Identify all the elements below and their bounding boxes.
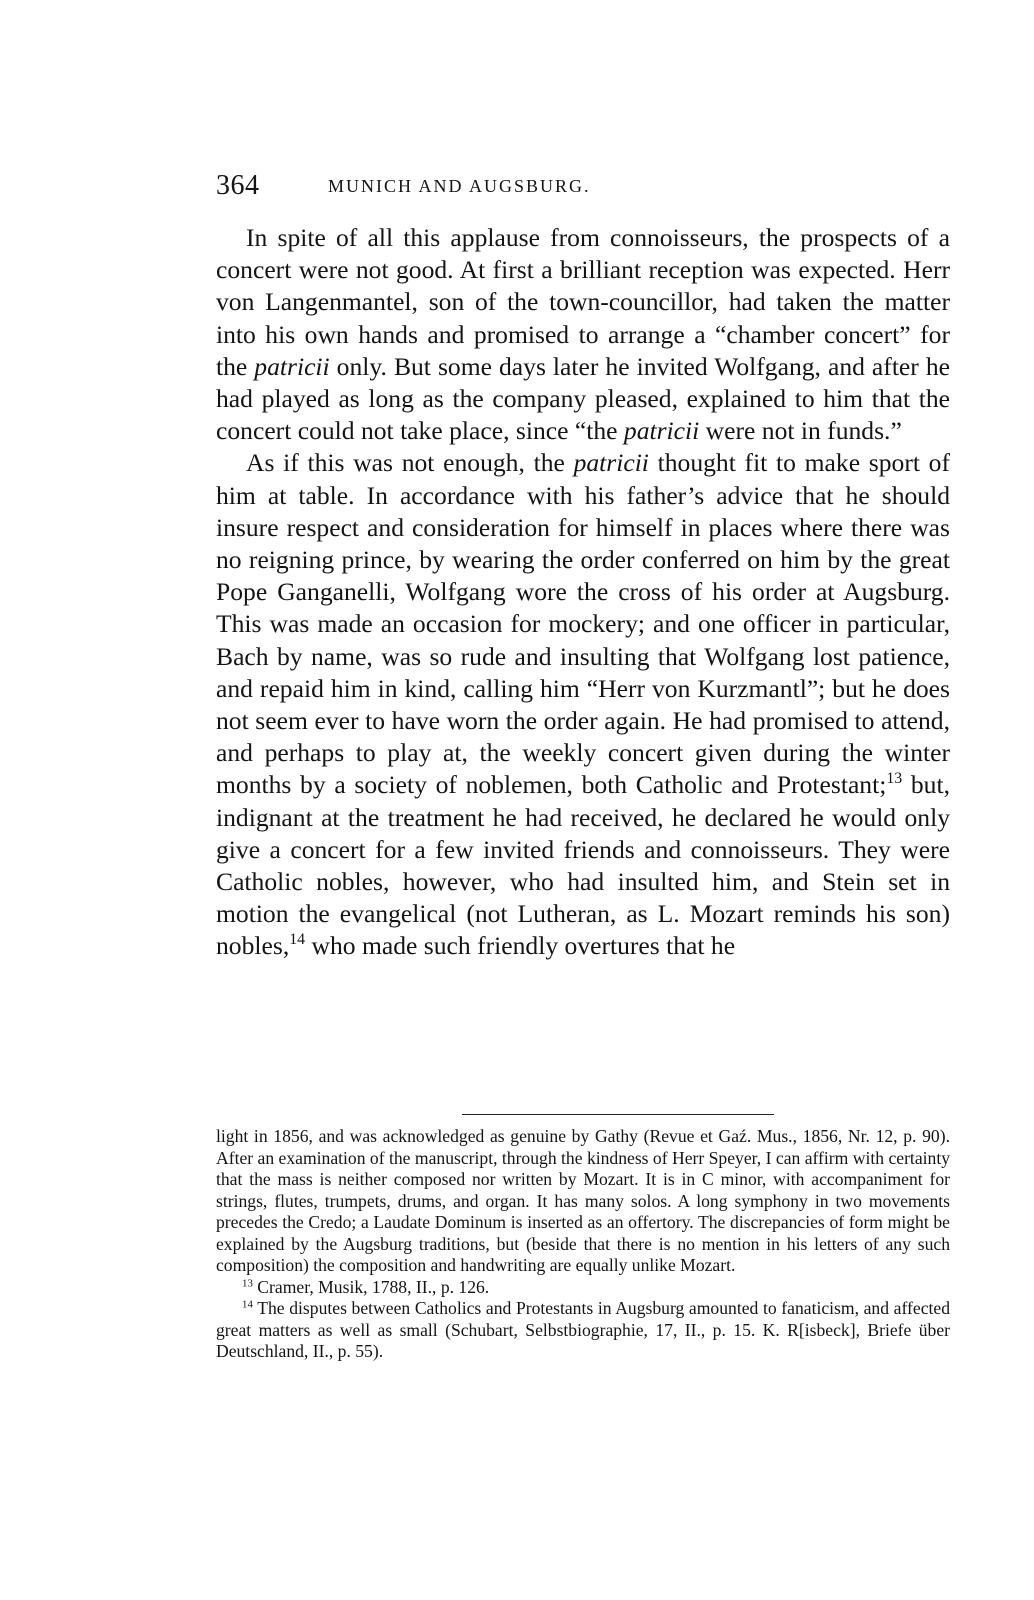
footnote-divider [462,1114,774,1115]
italic-term: patricii [573,448,649,478]
footnote-ref-13[interactable]: 13 [886,770,903,788]
text-run: only. But some days later he invited Wolfgang, and after he had played as long as the company pleased, explained to him that the concert could not take place, since “the [216,351,950,446]
footnote-number: 14 [242,1298,253,1311]
page-number: 364 [216,170,260,201]
footnote-continued: light in 1856, and was acknowledged as genuine by Gathy (Revue et Gaź. Mus., 1856, Nr. 12, p. 90). After an examination of the manuscript, through the kindness of Herr Speyer, I can affirm with certainty that the mass is neither composed nor written by Mozart. It is in C minor, with accompaniment for strings, flutes, trumpets, drums, and organ. It has many solos. A long symphony in two movements precedes the Credo; a Laudate Dominum is inserted as an offertory. The discrepancies of form might be explained by the Augsburg traditions, but (beside that there is no mention in his letters of any such composition) the composition and handwriting are equally unlike Mozart. [216,1126,950,1275]
paragraph-1 [216,222,950,447]
footnote-number: 13 [242,1276,253,1289]
main-text [216,222,950,963]
footnote-14 [216,1298,950,1363]
page-header [216,170,950,206]
footnote-text: Cramer, Musik, 1788, II., p. 126. [252,1276,490,1297]
footnote-13 [216,1277,950,1299]
footnote-text: The disputes between Catholics and Protestants in Augsburg amounted to fanaticism, and affected great matters as well as small (Schubart, Selbstbiographie, 17, II., p. 15. K. R[isbeck], Briefe über Deutschland, II., p. 55). [216,1298,950,1361]
text-run: but, indignant at the treatment he had received, he declared he would only give a concert for a few invited friends and connoisseurs. They were Catholic nobles, however, who had insulted him, and Stein set in motion the evangelical (not Lutheran, as L. Mozart reminds his son) nobles, [216,770,950,961]
text-run: In spite of all this applause from connoisseurs, the prospects of a concert were not good. At first a brilliant reception was expected. Herr von Langenmantel, son of the town-councillor, had taken the matter into his own hands and promised to arrange a “chamber concert” for the [216,223,950,381]
text-run: were not in funds.” [699,416,902,446]
footnotes [216,1126,950,1363]
footnote-ref-14[interactable]: 14 [289,931,306,949]
italic-term: patricii [623,416,700,446]
paragraph-2 [216,447,950,962]
text-run: As if this was not enough, the [246,448,574,478]
running-head: MUNICH AND AUGSBURG. [328,176,591,196]
italic-term: patricii [254,351,330,381]
text-run: thought fit to make sport of him at table. In accordance with his father’s advice that he should insure respect and consideration for himself in places where there was no reigning prince, by wearing the order conferred on him by the great Pope Ganganelli, Wolfgang wore the cross of his order at Augsburg. This was made an occasion for mockery; and one officer in particular, Bach by name, was so rude and insulting that Wolfgang lost patience, and repaid him in kind, calling him “Herr von Kurzmantl”; but he does not seem ever to have worn the order again. He had promised to attend, and perhaps to play at, the weekly concert given during the winter months by a society of noblemen, both Catholic and Protestant; [216,448,950,800]
text-run: who made such friendly overtures that he [305,931,736,961]
